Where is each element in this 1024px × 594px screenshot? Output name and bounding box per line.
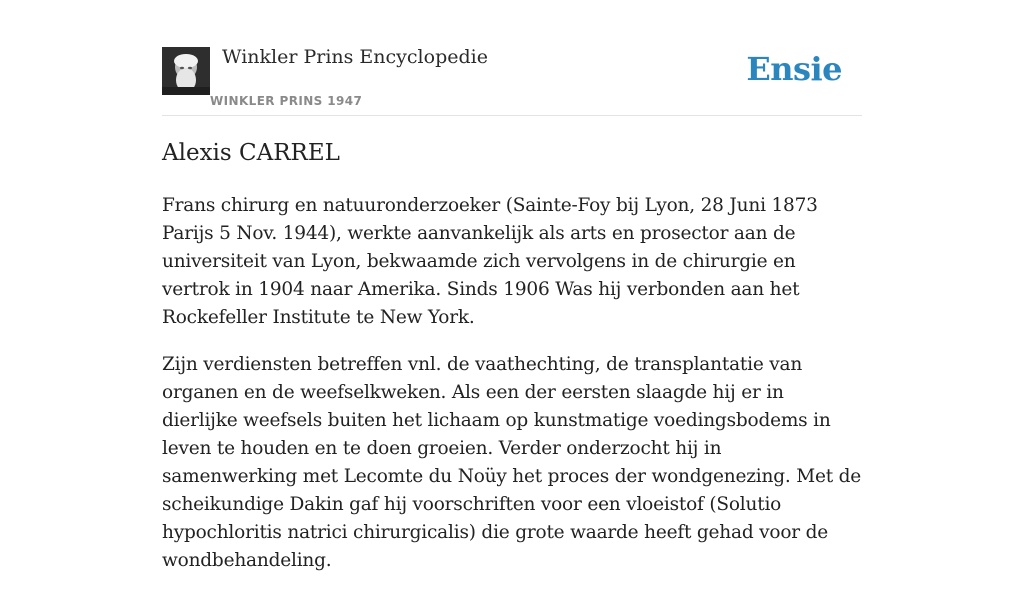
article-title: Alexis CARREL [162, 140, 340, 166]
article-body [162, 192, 862, 594]
source-header [162, 0, 862, 116]
source-subtitle[interactable]: WINKLER PRINS 1947 [210, 94, 363, 108]
article-paragraph: Frans chirurg en natuuronderzoeker (Sainte-Foy bij Lyon, 28 Juni 1873 Parijs 5 Nov. 1944), werkte aanvankelijk als arts en prosector aan de universiteit van Lyon, bekwaamde zich vervolgens in de chirurgie en vertrok in 1904 naar Amerika. Sinds 1906 Was hij verbonden aan het Rockefeller Institute te New York. [162, 195, 818, 328]
brand-logo[interactable]: Ensie [746, 50, 842, 88]
portrait-photo-icon[interactable] [162, 47, 210, 95]
source-title[interactable]: Winkler Prins Encyclopedie [222, 46, 488, 68]
article-paragraph: Zijn verdiensten betreffen vnl. de vaathechting, de transplantatie van organen en de weefselkweken. Als een der eersten slaagde hij er in dierlijke weefsels buiten het lichaam op kunstmatige voedingsbodems in leven te houden en te doen groeien. Verder onderzocht hij in samenwerking met Lecomte du Noüy het proces der wondgenezing. Met de scheikundige Dakin gaf hij voorschriften voor een vloeistof (Solutio hypochloritis natrici chirurgicalis) die grote waarde heeft gehad voor de wondbehandeling. [162, 354, 862, 571]
